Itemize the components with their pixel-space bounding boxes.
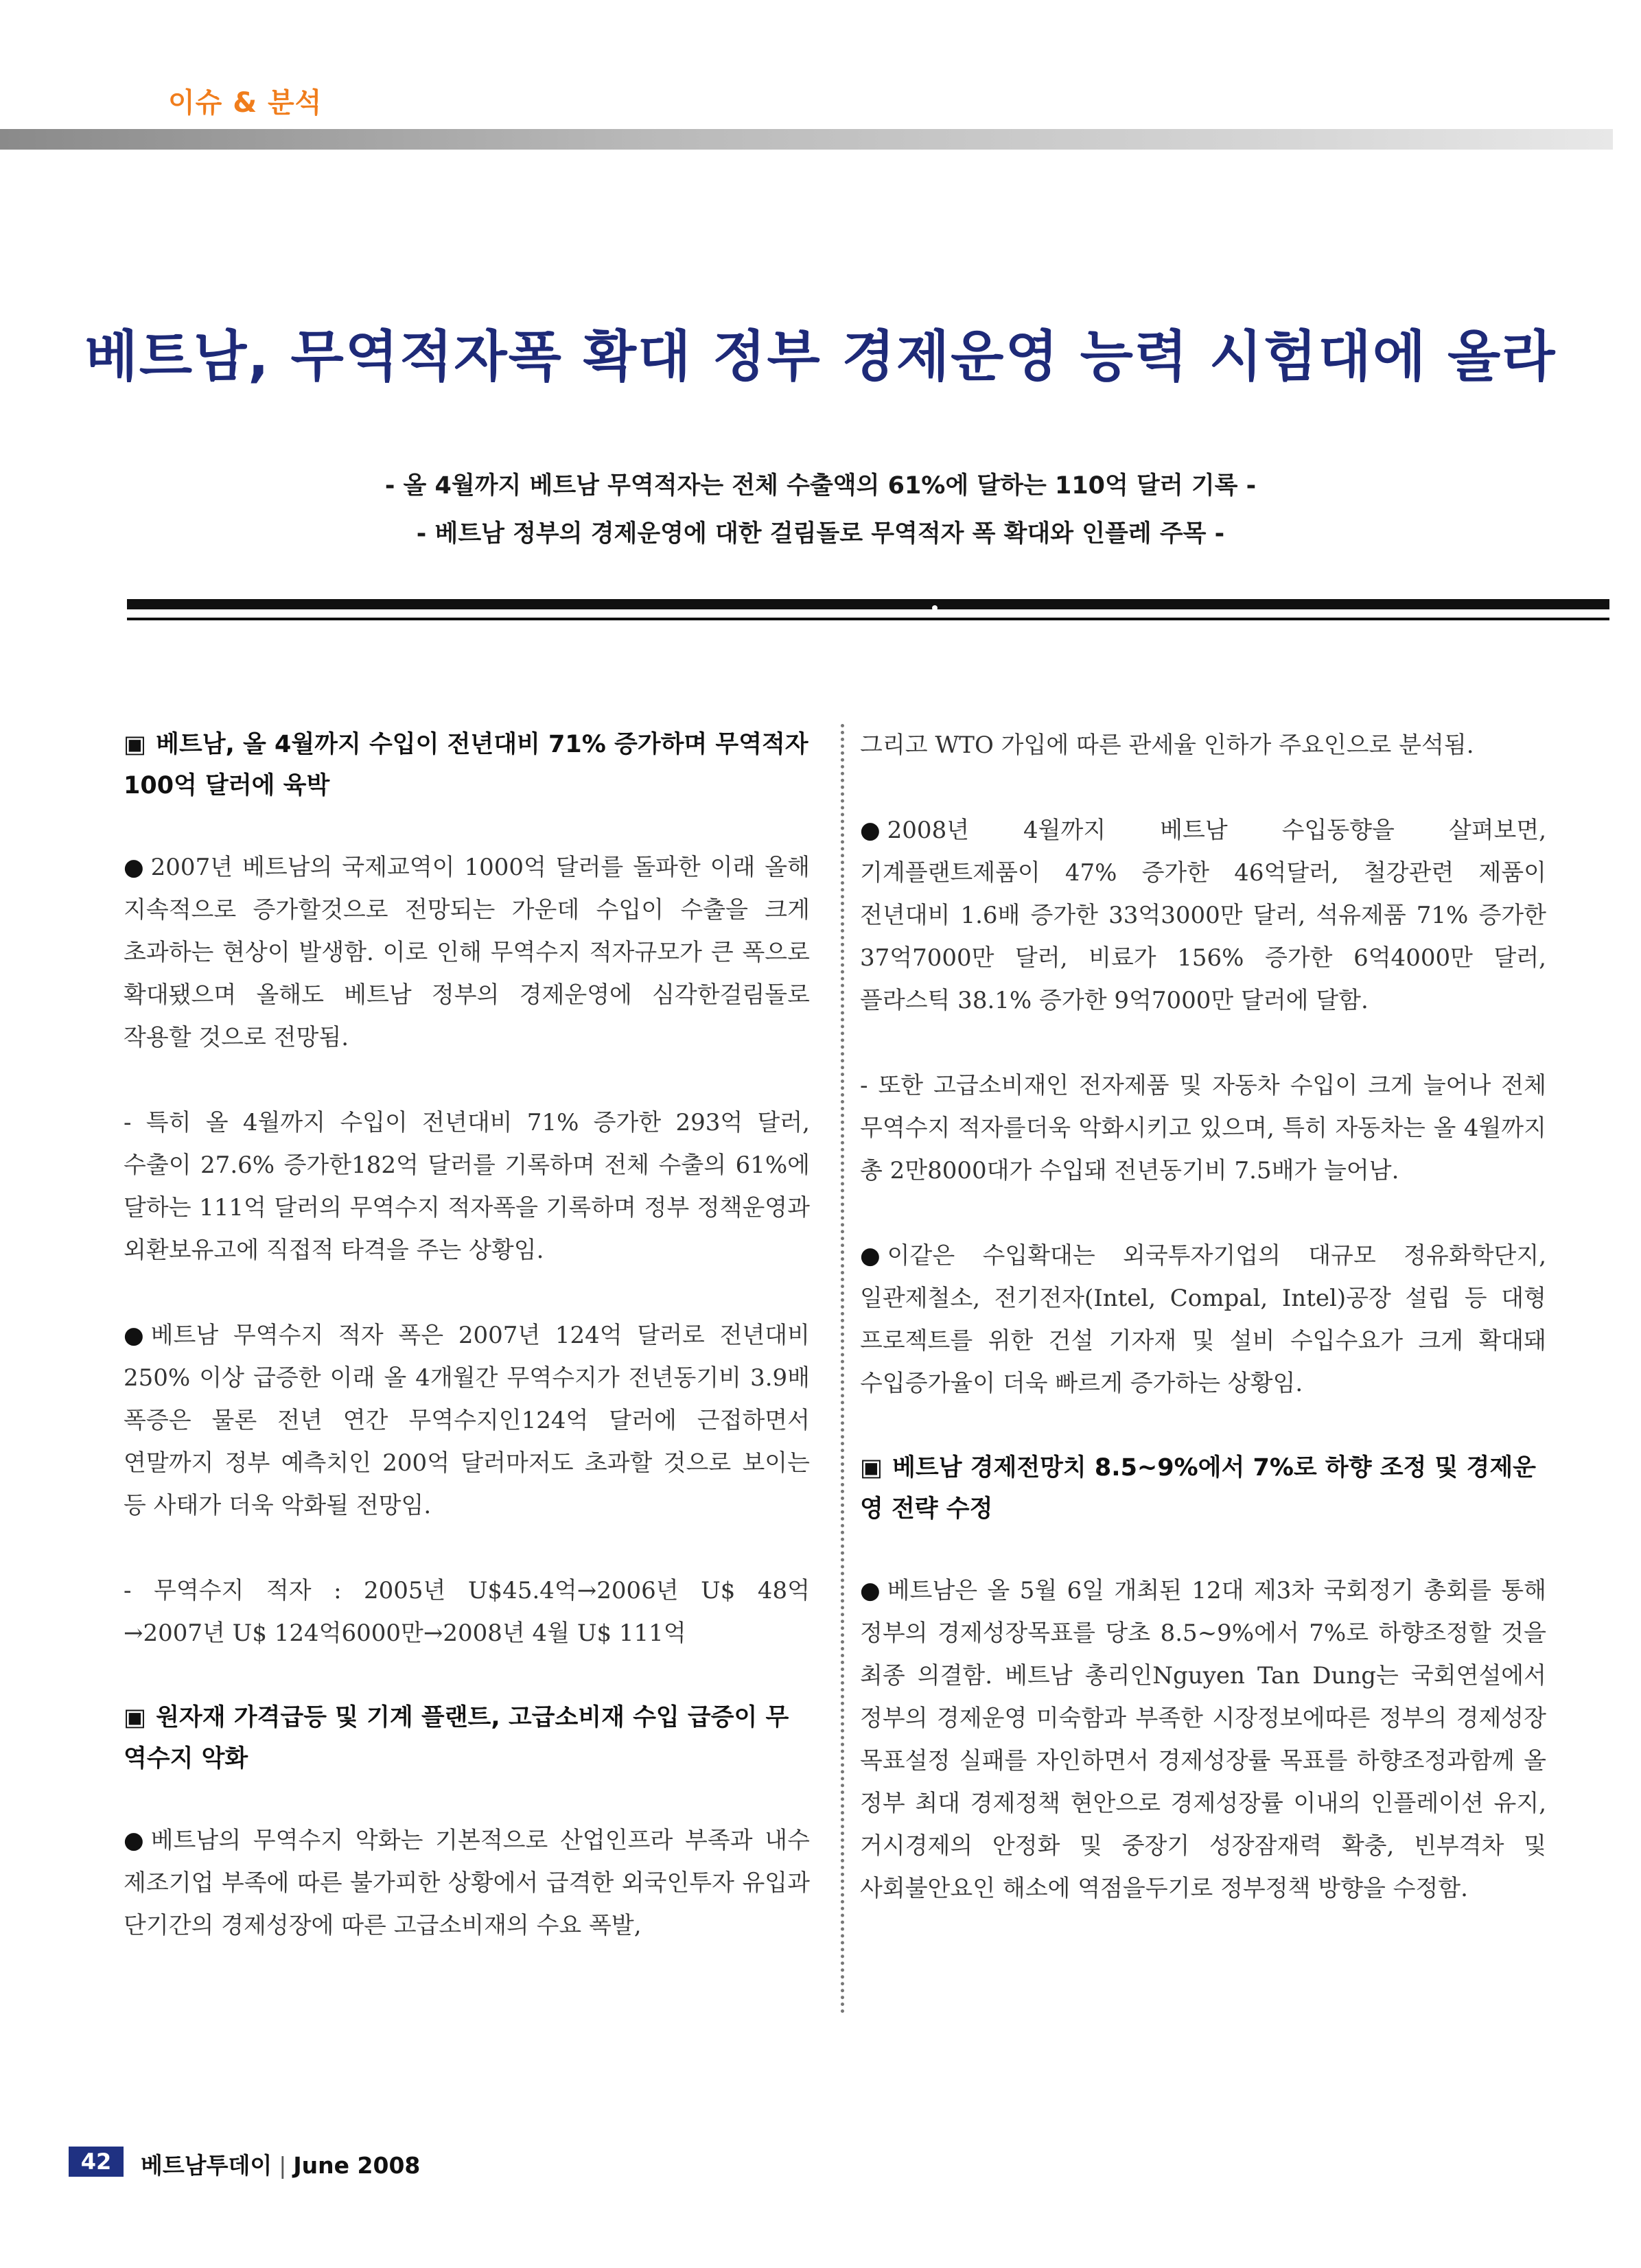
title-divider-thin	[127, 618, 1609, 620]
divider-dot	[932, 605, 938, 611]
bullet-icon: ●	[860, 817, 881, 844]
paragraph	[860, 809, 1546, 1022]
section-heading-text: 베트남 경제전망치 8.5~9%에서 7%로 하향 조정 및 경제운영 전략 수정	[860, 1454, 1536, 1523]
bullet-icon: ●	[124, 1322, 144, 1349]
square-bullet-icon: ▣	[124, 731, 147, 758]
paragraph	[124, 846, 810, 1059]
paragraph	[860, 1235, 1546, 1405]
issue-date: June 2008	[293, 2152, 421, 2179]
paragraph	[124, 1314, 810, 1527]
paragraph-text: - 또한 고급소비재인 전자제품 및 자동차 수입이 크게 늘어나 전체 무역수지 적자를더욱 악화시키고 있으며, 특히 자동차는 올 4월까지 총 2만8000대가 수입돼 전년동기비 7.5배가 늘어남.	[860, 1072, 1546, 1184]
paragraph-text: 이같은 수입확대는 외국투자기업의 대규모 정유화학단지, 일관제철소, 전기전자(Intel, Compal, Intel)공장 설립 등 대형 프로젝트를 위한 건설 기자재 및 설비 수입수요가 크게 확대돼 수입증가율이 더욱 빠르게 증가하는 상황임.	[860, 1242, 1546, 1397]
bullet-icon: ●	[860, 1577, 881, 1604]
paragraph-text: 베트남의 무역수지 악화는 기본적으로 산업인프라 부족과 내수 제조기업 부족에 따른 불가피한 상황에서 급격한 외국인투자 유입과 단기간의 경제성장에 따른 고급소비재의 수요 폭발,	[124, 1827, 810, 1939]
square-bullet-icon: ▣	[860, 1454, 883, 1482]
paragraph	[860, 1064, 1546, 1192]
right-column	[860, 724, 1546, 1952]
paragraph-text: - 무역수지 적자 : 2005년 U$45.4억→2006년 U$ 48억 →2007년 U$ 124억6000만→2008년 4월 U$ 111억	[124, 1577, 810, 1647]
footer-separator: |	[279, 2152, 287, 2179]
article-subtitle-1: - 올 4월까지 베트남 무역적자는 전체 수출액의 61%에 달하는 110억 달러 기록 -	[384, 472, 1257, 500]
paragraph	[860, 1569, 1546, 1910]
section-heading	[860, 1447, 1546, 1530]
section-tag: 이슈 & 분석	[168, 87, 323, 119]
header-band	[0, 129, 1613, 150]
paragraph-text: 2007년 베트남의 국제교역이 1000억 달러를 돌파한 이래 올해 지속적으로 증가할것으로 전망되는 가운데 수입이 수출을 크게 초과하는 현상이 발생함. 이로 인해 무역수지 적자규모가 큰 폭으로 확대됐으며 올해도 베트남 정부의 경제운영에 심각한걸림돌로 작용할 것으로 전망됨.	[124, 854, 810, 1051]
paragraph-text: 2008년 4월까지 베트남 수입동향을 살펴보면, 기계플랜트제품이 47% 증가한 46억달러, 철강관련 제품이 전년대비 1.6배 증가한 33억3000만 달러, 석유제품 71% 증가한 37억7000만 달러, 비료가 156% 증가한 6억4000만 달러, 플라스틱 38.1% 증가한 9억7000만 달러에 달함.	[860, 817, 1546, 1014]
bullet-icon: ●	[124, 1827, 144, 1854]
paragraph	[124, 1569, 810, 1655]
paragraph-text: 그리고 WTO 가입에 따른 관세율 인하가 주요인으로 분석됨.	[860, 732, 1474, 759]
paragraph-text: - 특히 올 4월까지 수입이 전년대비 71% 증가한 293억 달러, 수출이 27.6% 증가한182억 달러를 기록하며 전체 수출의 61%에 달하는 111억 달러의 무역수지 적자폭을 기록하며 정부 정책운영과 외환보유고에 직접적 타격을 주는 상황임.	[124, 1109, 810, 1264]
page-number: 42	[69, 2147, 124, 2177]
column-divider	[841, 724, 844, 2014]
article-subtitle-2: - 베트남 정부의 경제운영에 대한 걸림돌로 무역적자 폭 확대와 인플레 주목 -	[416, 520, 1225, 548]
section-heading	[124, 724, 810, 806]
magazine-name: 베트남투데이	[141, 2152, 272, 2179]
left-column	[124, 724, 810, 1989]
paragraph	[860, 724, 1546, 767]
bullet-icon: ●	[124, 854, 144, 881]
footer-publication	[141, 2148, 420, 2180]
square-bullet-icon: ▣	[124, 1704, 147, 1731]
section-heading-text: 원자재 가격급등 및 기계 플랜트, 고급소비재 수입 급증이 무역수지 악화	[124, 1704, 789, 1773]
paragraph-text: 베트남 무역수지 적자 폭은 2007년 124억 달러로 전년대비 250% 이상 급증한 이래 올 4개월간 무역수지가 전년동기비 3.9배 폭증은 물론 전년 연간 무역수지인124억 달러에 근접하면서 연말까지 정부 예측치인 200억 달러마저도 초과할 것으로 보이는 등 사태가 더욱 악화될 전망임.	[124, 1322, 810, 1519]
bullet-icon: ●	[860, 1242, 881, 1270]
paragraph-text: 베트남은 올 5월 6일 개최된 12대 제3차 국회정기 총회를 통해 정부의 경제성장목표를 당초 8.5~9%에서 7%로 하향조정할 것을 최종 의결함. 베트남 총리인Nguyen Tan Dung는 국회연설에서 정부의 경제운영 미숙함과 부족한 시장정보에따른 정부의 경제성장 목표설정 실패를 자인하면서 경제성장률 목표를 하향조정과함께 올 정부 최대 경제정책 현안으로 경제성장률 이내의 인플레이션 유지, 거시경제의 안정화 및 중장기 성장잠재력 확충, 빈부격차 및 사회불안요인 해소에 역점을두기로 정부정책 방향을 수정함.	[860, 1577, 1546, 1902]
title-divider-thick	[127, 599, 1609, 609]
article-headline: 베트남, 무역적자폭 확대 정부 경제운영 능력 시험대에 올라	[84, 325, 1557, 388]
paragraph	[124, 1819, 810, 1947]
paragraph	[124, 1101, 810, 1272]
section-heading-text: 베트남, 올 4월까지 수입이 전년대비 71% 증가하며 무역적자 100억 달러에 육박	[124, 731, 808, 799]
section-heading	[124, 1697, 810, 1779]
